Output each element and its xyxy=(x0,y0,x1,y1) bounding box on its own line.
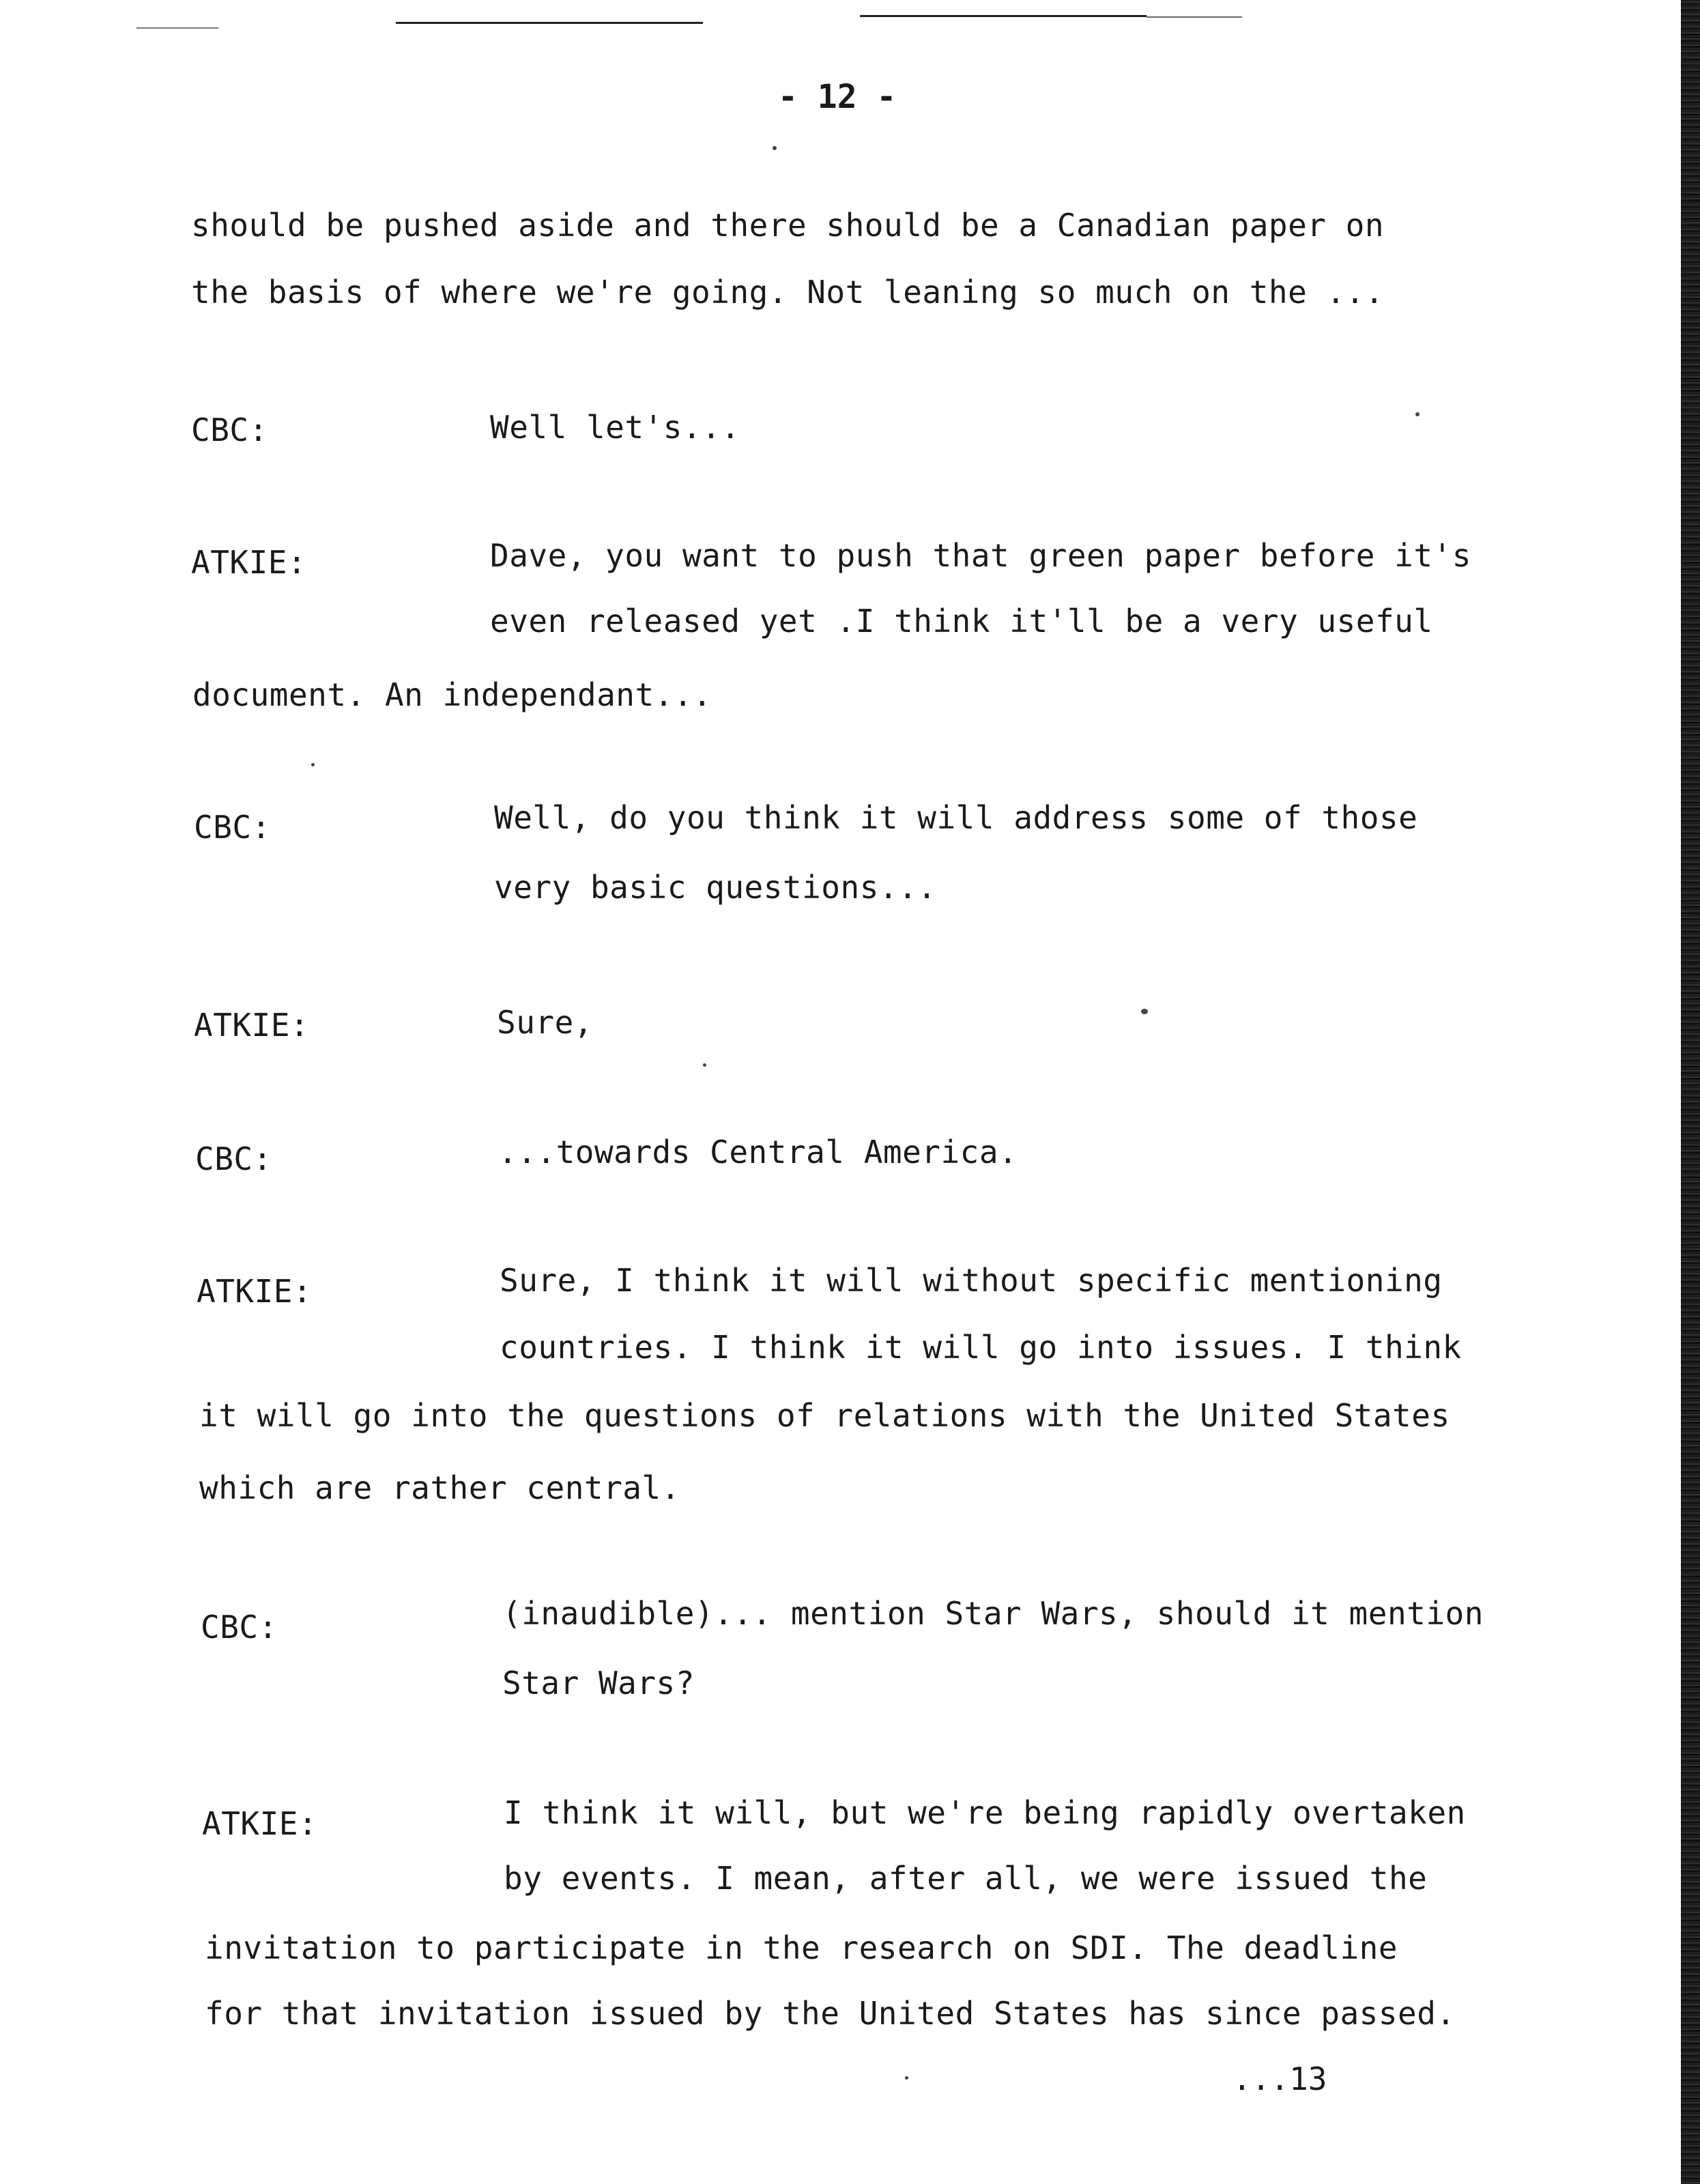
body-line: the basis of where we're going. Not leaning so much on the ... xyxy=(191,274,1385,311)
continuation-line: for that invitation issued by the United States has since passed. xyxy=(205,1995,1456,2032)
dialogue-line: Star Wars? xyxy=(502,1665,695,1701)
dialogue-line: Well let's... xyxy=(490,409,740,446)
scan-speck xyxy=(1141,1009,1148,1014)
scan-speck xyxy=(905,2076,908,2080)
scan-artifact-rule xyxy=(136,27,218,29)
speaker-label: CBC: xyxy=(201,1609,278,1646)
scan-speck xyxy=(773,146,777,150)
dialogue-line: I think it will, but we're being rapidly overtaken xyxy=(504,1794,1466,1831)
scan-edge-border xyxy=(1681,0,1700,2184)
scan-speck xyxy=(1415,412,1420,416)
dialogue-line: by events. I mean, after all, we were issued the xyxy=(504,1860,1428,1897)
speaker-label: CBC: xyxy=(194,809,271,846)
speaker-label: ATKIE: xyxy=(191,544,307,581)
speaker-label: CBC: xyxy=(195,1140,272,1177)
dialogue-line: very basic questions... xyxy=(494,869,937,906)
dialogue-line: Sure, xyxy=(497,1004,593,1041)
speaker-label: ATKIE: xyxy=(197,1273,313,1310)
dialogue-line: even released yet .I think it'll be a very useful xyxy=(490,603,1433,640)
next-page-marker: ...13 xyxy=(1233,2060,1327,2097)
scan-speck xyxy=(703,1063,706,1067)
body-line: should be pushed aside and there should be a Canadian paper on xyxy=(191,207,1385,244)
scan-artifact-rule xyxy=(1147,16,1242,18)
dialogue-line: Dave, you want to push that green paper before it's xyxy=(490,537,1471,574)
scan-artifact-rule xyxy=(860,15,1147,17)
dialogue-line: ...towards Central America. xyxy=(498,1134,1018,1170)
speaker-label: ATKIE: xyxy=(194,1007,310,1044)
speaker-label: CBC: xyxy=(191,412,268,448)
continuation-line: it will go into the questions of relations with the United States xyxy=(199,1397,1450,1434)
continuation-line: which are rather central. xyxy=(199,1469,680,1506)
scan-artifact-rule xyxy=(396,22,703,24)
dialogue-line: Well, do you think it will address some of those xyxy=(494,799,1418,836)
continuation-line: document. An independant... xyxy=(192,676,712,713)
speaker-label: ATKIE: xyxy=(202,1805,318,1842)
dialogue-line: countries. I think it will go into issues. I think xyxy=(500,1329,1462,1366)
dialogue-line: (inaudible)... mention Star Wars, should it mention xyxy=(502,1595,1484,1632)
scan-speck xyxy=(311,763,315,766)
continuation-line: invitation to participate in the research on SDI. The deadline xyxy=(205,1929,1398,1966)
dialogue-line: Sure, I think it will without specific mentioning xyxy=(500,1262,1443,1299)
page-number: - 12 - xyxy=(778,78,897,116)
